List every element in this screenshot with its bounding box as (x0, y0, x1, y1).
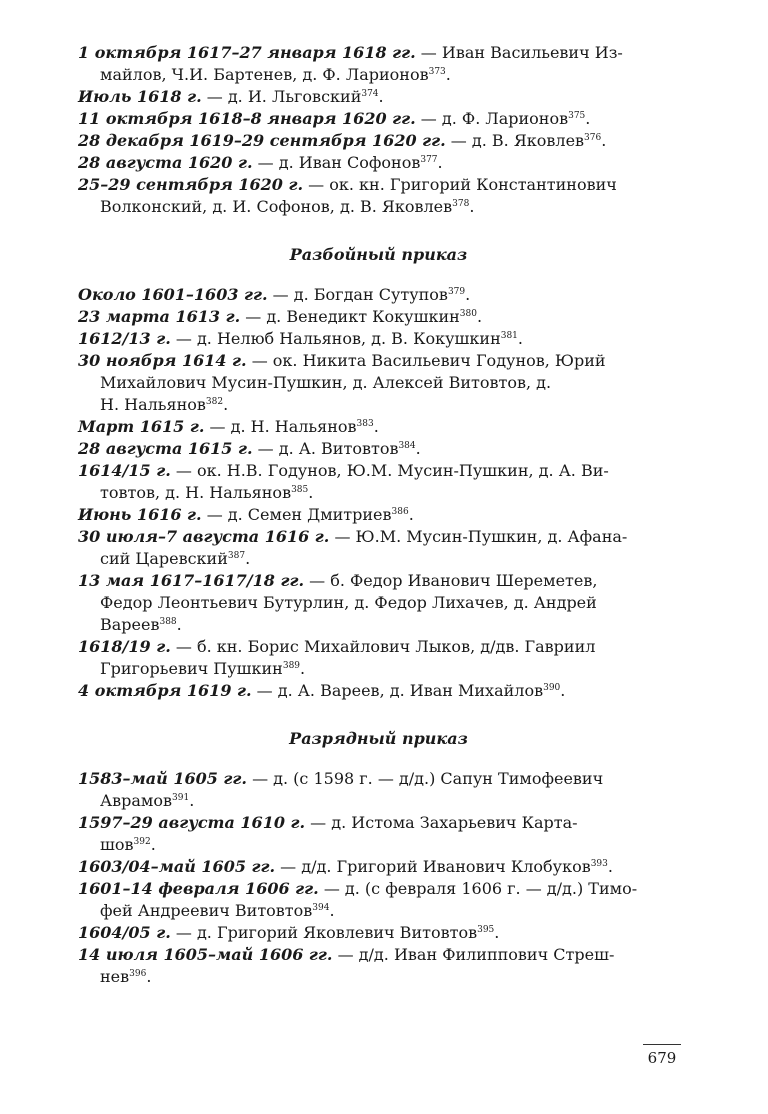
entry-text-line: — д. А. Витовтов (252, 439, 399, 458)
entry-continuation (78, 900, 679, 922)
entry-end-punct: . (560, 681, 566, 700)
chronology-entry (78, 108, 679, 130)
footnote-ref: 390 (543, 683, 561, 693)
entry-continuation (78, 548, 679, 570)
chronology-entry (78, 328, 679, 350)
chronology-entry (78, 152, 679, 174)
entry-date: 28 декабря 1619–29 сентября 1620 гг. (78, 131, 446, 150)
entry-end-punct: . (245, 549, 251, 568)
section-razboyny-prikaz (78, 284, 679, 702)
footnote-ref: 391 (172, 793, 190, 803)
entry-text-line: — д/д. Григорий Иванович Клобуков (275, 857, 591, 876)
entry-date: 1603/04–май 1605 гг. (78, 857, 276, 876)
entry-end-punct: . (373, 417, 379, 436)
entry-text-line: — д/д. Иван Филиппович Стреш- (332, 945, 615, 964)
chronology-entry (78, 174, 679, 218)
entry-text-line-content: товтов, д. Н. Нальянов (100, 483, 292, 502)
entry-date: 1612/13 г. (78, 329, 171, 348)
footnote-ref: 375 (568, 111, 586, 121)
entry-date: 1618/19 г. (78, 637, 171, 656)
entry-text-line: — д. Семен Дмитриев (201, 505, 392, 524)
entry-end-punct: . (408, 505, 414, 524)
entry-text-line-content: фей Андреевич Витовтов (100, 901, 313, 920)
section-heading-razryadny: Разрядный приказ (289, 729, 468, 748)
footnote-ref: 388 (159, 617, 177, 627)
chronology-entry (78, 42, 679, 86)
entry-date: 1601–14 февраля 1606 гг. (78, 879, 319, 898)
footnote-ref: 389 (282, 661, 301, 671)
entry-end-punct: . (146, 967, 152, 986)
entry-end-punct: . (607, 857, 613, 876)
entry-text-line: — д. Н. Нальянов (204, 417, 357, 436)
entry-continuation (78, 614, 679, 636)
entry-text-line: — д. В. Яковлев (445, 131, 585, 150)
entry-text-line: — ок. Н.В. Годунов, Ю.М. Мусин-Пушкин, д. А. Ви- (170, 461, 609, 480)
chronology-entry (78, 438, 679, 460)
chronology-entry (78, 86, 679, 108)
entry-text-line: — д. (с 1598 г. — д/д.) Сапун Тимофеевич (246, 769, 604, 788)
entry-text-line-content: нев (100, 967, 130, 986)
entry-date: 1597–29 августа 1610 г. (78, 813, 306, 832)
entry-continuation (78, 64, 679, 86)
chronology-entry (78, 130, 679, 152)
footnote-ref: 376 (584, 133, 602, 143)
entry-text-line: — б. кн. Борис Михайлович Лыков, д/дв. Гавриил (170, 637, 596, 656)
entry-text-line: — б. Федор Иванович Шереметев, (304, 571, 598, 590)
footnote-ref: 379 (447, 287, 466, 297)
entry-text-line: — д. Нелюб Нальянов, д. В. Кокушкин (170, 329, 501, 348)
chronology-entry (78, 570, 679, 636)
entry-text-line: Михайлович Мусин-Пушкин, д. Алексей Витовтов, д. (100, 373, 552, 392)
entry-date: 28 августа 1620 г. (78, 153, 253, 172)
chronology-entry (78, 856, 679, 878)
entry-continuation (78, 658, 679, 680)
footnote-ref: 381 (500, 331, 518, 341)
entry-date: 1614/15 г. (78, 461, 171, 480)
entry-end-punct: . (300, 659, 306, 678)
entry-date: 30 июля–7 августа 1616 г. (78, 527, 330, 546)
entry-text-line: — Иван Васильевич Из- (415, 43, 623, 62)
chronology-entry (78, 526, 679, 570)
entry-date: 13 мая 1617–1617/18 гг. (78, 571, 305, 590)
entry-date: 1 октября 1617–27 января 1618 гг. (78, 43, 416, 62)
entry-date: 1583–май 1605 гг. (78, 769, 247, 788)
chronology-entry (78, 350, 679, 416)
entry-end-punct: . (378, 87, 384, 106)
entry-end-punct: . (465, 285, 471, 304)
entry-continuation (78, 966, 679, 988)
entry-text-line: — д. Венедикт Кокушкин (240, 307, 460, 326)
entry-text-line-content: Вареев (100, 615, 160, 634)
entry-text-line: Федор Леонтьевич Бутурлин, д. Федор Лихачев, д. Андрей (100, 593, 597, 612)
footnote-ref: 384 (398, 441, 416, 451)
section-heading-razboyny: Разбойный приказ (289, 245, 468, 264)
footnote-ref: 385 (291, 485, 309, 495)
section-prikaz-continued (78, 42, 679, 218)
footnote-ref: 386 (391, 507, 409, 517)
entry-text-line-content: сий Царевский (100, 549, 228, 568)
section-razryadny-prikaz (78, 768, 679, 988)
entry-text-line: — д. Истома Захарьевич Карта- (305, 813, 578, 832)
entry-text-line-content: шов (100, 835, 134, 854)
footnote-ref: 395 (477, 925, 495, 935)
entry-date: 4 октября 1619 г. (78, 681, 252, 700)
entry-end-punct: . (223, 395, 229, 414)
chronology-entry (78, 306, 679, 328)
chronology-entry (78, 416, 679, 438)
footnote-ref: 374 (361, 89, 379, 99)
entry-text-line-content: Григорьевич Пушкин (100, 659, 283, 678)
entry-date: Июль 1618 г. (78, 87, 202, 106)
footnote-ref: 378 (452, 199, 470, 209)
entry-date: Июнь 1616 г. (78, 505, 202, 524)
entry-text-line-content: Н. Нальянов (100, 395, 206, 414)
entry-end-punct: . (176, 615, 182, 634)
chronology-entry (78, 636, 679, 680)
chronology-entry (78, 504, 679, 526)
entry-text-line: — д. И. Льговский (201, 87, 362, 106)
entry-continuation (78, 196, 679, 218)
entry-text-line: — д. А. Вареев, д. Иван Михайлов (251, 681, 544, 700)
entry-end-punct: . (189, 791, 195, 810)
entry-text-line: — Ю.М. Мусин-Пушкин, д. Афана- (329, 527, 628, 546)
entry-end-punct: . (437, 153, 443, 172)
chronology-entry (78, 284, 679, 306)
entry-date: Март 1615 г. (78, 417, 205, 436)
entry-end-punct: . (601, 131, 607, 150)
entry-text-line: — д. Иван Софонов (252, 153, 421, 172)
entry-text-line-content: Аврамов (100, 791, 172, 810)
entry-end-punct: . (150, 835, 156, 854)
entry-text-line: — д. Богдан Сутупов (267, 285, 448, 304)
entry-date: 14 июля 1605–май 1606 гг. (78, 945, 333, 964)
footnote-ref: 396 (129, 969, 147, 979)
entry-text-line: — ок. Никита Васильевич Годунов, Юрий (246, 351, 606, 370)
entry-continuation (78, 394, 679, 416)
footnote-ref: 393 (590, 859, 608, 869)
entry-date: Около 1601–1603 гг. (78, 285, 268, 304)
footnote-ref: 392 (133, 837, 151, 847)
footnote-ref: 380 (459, 309, 477, 319)
entry-end-punct: . (585, 109, 591, 128)
footnote-ref: 387 (227, 551, 246, 561)
footnote-ref: 377 (420, 155, 438, 165)
entry-end-punct: . (476, 307, 483, 326)
footnote-ref: 383 (356, 419, 374, 429)
entry-text-line: — д. Ф. Ларионов (415, 109, 569, 128)
chronology-entry (78, 460, 679, 504)
chronology-entry (78, 878, 679, 922)
chronology-entry (78, 944, 679, 988)
footnote-ref: 394 (312, 903, 330, 913)
entry-end-punct: . (308, 483, 314, 502)
chronology-entry (78, 812, 679, 856)
entry-continuation (78, 482, 679, 504)
entry-date: 28 августа 1615 г. (78, 439, 253, 458)
entry-date: 30 ноября 1614 г. (78, 351, 247, 370)
entry-continuation (78, 834, 679, 856)
footnote-ref: 382 (205, 397, 224, 407)
entry-continuation (78, 790, 679, 812)
page-number: 679 (643, 1044, 681, 1069)
entry-text-line: — д. Григорий Яковлевич Витовтов (170, 923, 478, 942)
entry-end-punct: . (494, 923, 500, 942)
entry-text-line-content: майлов, Ч.И. Бартенев, д. Ф. Ларионов (100, 65, 429, 84)
entry-date: 25–29 сентября 1620 г. (78, 175, 304, 194)
entry-date: 23 марта 1613 г. (78, 307, 241, 326)
entry-date: 1604/05 г. (78, 923, 171, 942)
chronology-entry (78, 922, 679, 944)
entry-end-punct: . (329, 901, 335, 920)
entry-text-line: — ок. кн. Григорий Константинович (303, 175, 617, 194)
entry-end-punct: . (445, 65, 451, 84)
chronology-entry (78, 680, 679, 702)
entry-end-punct: . (469, 197, 475, 216)
entry-end-punct: . (517, 329, 524, 348)
entry-text-line-content: Волконский, д. И. Софонов, д. В. Яковлев (100, 197, 453, 216)
footnote-ref: 373 (428, 67, 446, 77)
entry-end-punct: . (415, 439, 421, 458)
entry-text-line: — д. (с февраля 1606 г. — д/д.) Тимо- (318, 879, 638, 898)
entry-date: 11 октября 1618–8 января 1620 гг. (78, 109, 416, 128)
page-body (78, 42, 679, 988)
chronology-entry (78, 768, 679, 812)
